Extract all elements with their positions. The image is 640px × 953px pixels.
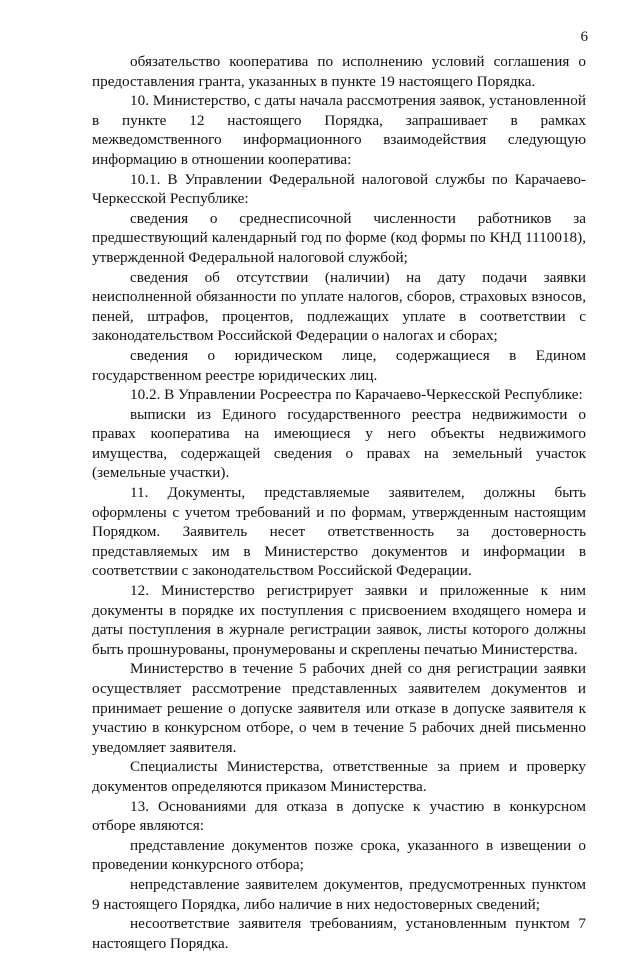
paragraph-legal-entity-registry: сведения о юридическом лице, содержащиеся в Едином государственном реестре юридических лиц. xyxy=(92,346,586,384)
paragraph-grant-obligation: обязательство кооператива по исполнению условий соглашения о предоставления гранта, указанных в пункте 19 настоящего Порядка. xyxy=(92,53,586,90)
paragraph-employee-count: сведения о среднесписочной численности работников за предшествующий календарный год по форме (код формы по КНД 1110018), утвержденной Федеральной налоговой службой; xyxy=(92,209,586,266)
paragraph-10-2-rosreestr: 10.2. В Управлении Росреестра по Карачаево-Черкесской Республике: xyxy=(130,386,583,404)
paragraph-10-1-tax-service: 10.1. В Управлении Федеральной налоговой службы по Карачаево-Черкесской Республике: xyxy=(92,170,586,208)
paragraph-property-extract: выписки из Единого государственного реестра недвижимости о правах кооператива на имеющиеся у него объекты недвижимого имущества, содержащей сведения о правах на земельный участок (земельные участки). xyxy=(92,405,586,482)
paragraph-review-period: Министерство в течение 5 рабочих дней со дня регистрации заявки осуществляет рассмотрение представленных заявителем документов и принимает решение о допуске заявителя или отказе в допуске заявителя к участию в конкурсном отборе, о чем в течение 5 рабочих дней письменно уведомляет заявителя. xyxy=(92,660,586,756)
paragraph-non-compliance: несоответствие заявителя требованиям, установленным пунктом 7 настоящего Порядка. xyxy=(92,915,586,952)
document-body xyxy=(92,52,586,953)
paragraph-12-registration: 12. Министерство регистрирует заявки и приложенные к ним документы в порядке их поступления с присвоением входящего номера и даты поступления в журнале регистрации заявок, листы которого должны быть прошнурованы, пронумерованы и скреплены печатью Министерства. xyxy=(92,582,586,658)
paragraph-11-documents: 11. Документы, представляемые заявителем, должны быть оформлены с учетом требований и по формам, утвержденным настоящим Порядком. Заявитель несет ответственность за достоверность представляемых им в Министерство документов и информации в соответствии с законодательством Российской Федерации. xyxy=(92,484,586,580)
paragraph-13-refusal-grounds: 13. Основаниями для отказа в допуске к участию в конкурсном отборе являются: xyxy=(92,797,586,835)
paragraph-missing-documents: непредставление заявителем документов, предусмотренных пунктом 9 настоящего Порядка, либо наличие в них недостоверных сведений; xyxy=(92,875,586,913)
paragraph-10-request-info: 10. Министерство, с даты начала рассмотрения заявок, установленной в пункте 12 настоящего Порядка, запрашивает в рамках межведомственного информационного взаимодействия следующую информацию в отношении кооператива: xyxy=(92,92,586,168)
paragraph-tax-obligations: сведения об отсутствии (наличии) на дату подачи заявки неисполненной обязанности по уплате налогов, сборов, страховых взносов, пеней, штрафов, процентов, подлежащих уплате в соответствии с законодательством Российской Федерации о налогах и сборах; xyxy=(92,268,586,345)
paragraph-specialists: Специалисты Министерства, ответственные за прием и проверку документов определяются приказом Министерства. xyxy=(92,758,586,795)
paragraph-late-submission: представление документов позже срока, указанного в извещении о проведении конкурсного отбора; xyxy=(92,836,586,874)
page-number: 6 xyxy=(580,29,588,45)
